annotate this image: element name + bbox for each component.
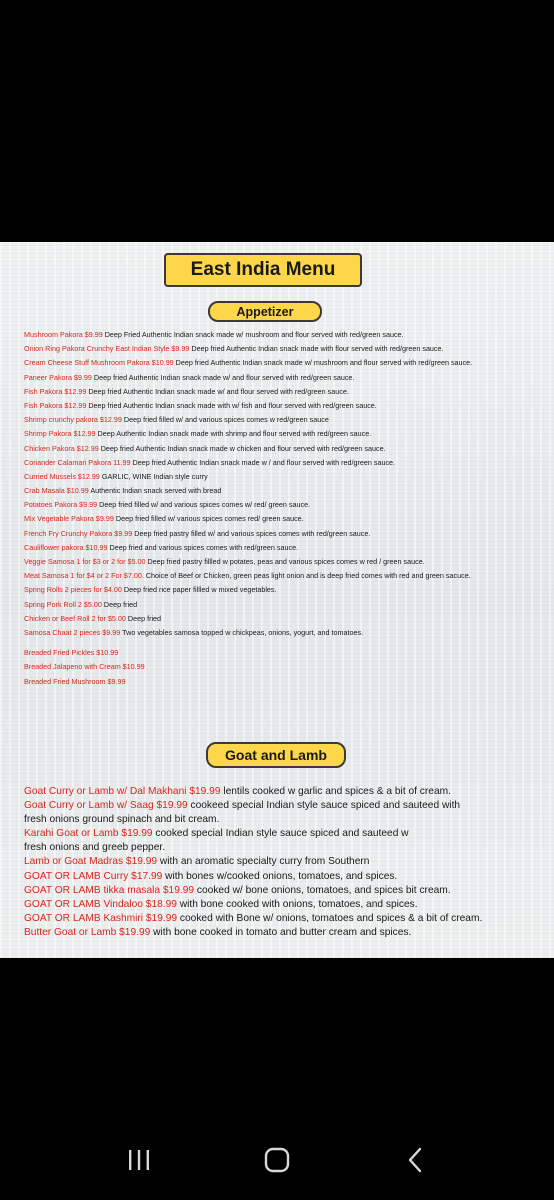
appetizer-item <box>24 427 549 441</box>
appetizer-item <box>24 583 549 597</box>
appetizer-item <box>24 555 549 569</box>
appetizer-item-desc: Deep fried <box>125 613 162 623</box>
appetizer-item-desc: Deep fried pastry filled w/ and various spices comes with red/green sauce. <box>132 528 371 538</box>
goat-list <box>24 785 549 940</box>
home-icon <box>263 1146 291 1174</box>
goat-item <box>24 884 549 898</box>
appetizer-item-name: Veggie Samosa 1 for $3 or 2 for $5.00 <box>24 557 146 566</box>
appetizer-item-name: Potatoes Pakora $9.99 <box>24 500 98 510</box>
goat-item <box>24 799 549 827</box>
appetizer-item-name: Mushroom Pakora $9.99 <box>24 330 103 339</box>
appetizer-item <box>24 484 549 498</box>
appetizer-item-desc: Deep fried Authentic Indian snack made w / and flour served with red/green sauce. <box>130 457 396 467</box>
goat-item <box>24 870 549 884</box>
appetizer-item-name: Crab Masala $10.99 <box>24 486 89 496</box>
appetizer-list <box>24 328 549 689</box>
goat-item-name: GOAT OR LAMB Kashmiri $19.99 <box>24 912 178 924</box>
appetizer-item-name: Fish Pakora $12.99 <box>24 400 87 410</box>
appetizer-item-desc: Deep Authentic Indian snack made with shrimp and flour served with red/green sauce. <box>95 429 372 439</box>
appetizer-item-name: Shrimp crunchy pakora $12.99 <box>24 415 122 425</box>
goat-heading-text: Goat and Lamb <box>225 747 327 763</box>
appetizer-item-desc: Deep fried filled w/ and various spices comes w red/green sauce <box>121 415 329 425</box>
goat-item-desc: with an aromatic specialty curry from Southern <box>157 856 370 868</box>
appetizer-item <box>24 342 549 356</box>
appetizer-item <box>24 598 549 612</box>
goat-item-name: GOAT OR LAMB Curry $17.99 <box>24 870 163 882</box>
appetizer-item-desc: Deep Fried Authentic Indian snack made w/ mushroom and flour served with red/green sauce. <box>102 330 404 339</box>
goat-item-name: GOAT OR LAMB tikka masala $19.99 <box>24 884 195 896</box>
home-button[interactable] <box>247 1130 307 1190</box>
appetizer-item-name: Breaded Jalapeno with Cream $10.99 <box>24 662 145 672</box>
appetizer-item-desc: Deep fried Authentic Indian snack made w/ and flour served with red/green sauce. <box>86 386 349 396</box>
appetizer-item-name: Cream Cheese Stuff Mushroom Pakora $10.99 <box>24 358 174 368</box>
goat-item <box>24 912 549 926</box>
goat-item <box>24 855 549 869</box>
goat-item-name: Lamb or Goat Madras $19.99 <box>24 856 158 868</box>
appetizer-item-desc: Deep fried Authentic Indian snack made with w/ fish and flour served with red/green sauce. <box>86 400 377 410</box>
goat-item <box>24 898 549 912</box>
appetizer-item-name: Paneer Pakora $9.99 <box>24 372 92 382</box>
goat-item-desc: with bone cooked in tomato and butter cream and spices. <box>150 926 412 938</box>
menu-title <box>164 253 362 287</box>
appetizer-item <box>24 612 549 626</box>
appetizer-item <box>24 385 549 399</box>
appetizer-item <box>24 371 549 385</box>
recent-apps-button[interactable] <box>109 1130 169 1190</box>
appetizer-item <box>24 413 549 427</box>
appetizer-item <box>24 646 549 660</box>
appetizer-heading <box>208 301 322 322</box>
goat-item-desc-cont: fresh onions ground spinach and bit cream. <box>24 814 220 826</box>
appetizer-item-desc: Deep fried and various spices comes with red/green sauce. <box>107 542 299 552</box>
appetizer-item-desc: Deep fried filled w/ and various spices comes w/ red/ green sauce. <box>97 500 311 510</box>
appetizer-item <box>24 470 549 484</box>
appetizer-item-name: Breaded Fried Pickles $10.99 <box>24 648 119 658</box>
appetizer-item-name: Shrimp Pakora $12.99 <box>24 429 96 439</box>
goat-item <box>24 827 549 855</box>
goat-item-desc: cooked special Indian style sauce spiced and sauteed w <box>152 828 409 840</box>
navigation-bar <box>0 1120 554 1200</box>
appetizer-item <box>24 626 549 640</box>
appetizer-item-name: Onion Ring Pakora Crunchy East Indian Style $9.99 <box>24 344 190 354</box>
appetizer-item-name: French Fry Crunchy Pakora $9.99 <box>24 528 133 538</box>
appetizer-item-name: Meat Samosa 1 for $4 or 2 For $7.00. <box>24 571 144 581</box>
goat-item-name: GOAT OR LAMB Vindaloo $18.99 <box>24 898 177 910</box>
appetizer-item-name: Spring Pork Roll 2 $5.00 <box>24 599 102 609</box>
appetizer-item <box>24 675 549 689</box>
appetizer-item-name: Coriander Calamari Pakora 11.99 <box>24 457 131 467</box>
goat-item-name: Butter Goat or Lamb $19.99 <box>24 926 151 938</box>
appetizer-item-name: Samosa Chaat 2 pieces $9.99 <box>24 627 121 637</box>
back-button[interactable] <box>385 1130 445 1190</box>
goat-item-desc: cooked w/ bone onions, tomatoes, and spices bit cream. <box>194 884 451 896</box>
goat-item-name: Goat Curry or Lamb w/ Saag $19.99 <box>24 800 188 812</box>
appetizer-item <box>24 527 549 541</box>
appetizer-item-desc: Authentic Indian snack served with bread <box>88 486 222 496</box>
goat-item-name: Goat Curry or Lamb w/ Dal Makhani $19.99 <box>24 786 221 797</box>
goat-item-desc: lentils cooked w garlic and spices & a bit of cream. <box>220 786 451 797</box>
appetizer-item-name: Chicken Pakora $12.99 <box>24 443 99 453</box>
appetizer-item-desc: Deep fried rice paper fillled w mixed vegetables. <box>121 585 277 595</box>
appetizer-item-desc: Deep fried filled w/ various spices comes red/ green sauce. <box>113 514 304 524</box>
appetizer-item-name: Cauliflower pakora $10.99 <box>24 542 108 552</box>
appetizer-item <box>24 569 549 583</box>
goat-item-desc: cooked with Bone w/ onions, tomatoes and spices & a bit of cream. <box>177 912 483 924</box>
appetizer-item <box>24 541 549 555</box>
appetizer-item <box>24 328 549 342</box>
goat-item-desc: cookeed special Indian style sauce spiced and sauteed with <box>187 800 461 812</box>
appetizer-item-name: Breaded Fried Mushroom $9.99 <box>24 676 126 686</box>
appetizer-item <box>24 399 549 413</box>
appetizer-item-name: Spring Rolls 2 pieces for $4.00 <box>24 585 122 595</box>
appetizer-item-desc: GARLIC, WINE Indian style curry <box>99 471 208 481</box>
appetizer-item-desc: Choice of Beef or Chicken, green peas light onion and is deep fried comes with red and green sacuce. <box>143 571 471 581</box>
goat-heading <box>206 742 346 768</box>
back-icon <box>405 1146 425 1174</box>
goat-item-desc: with bone cooked with onions, tomatoes, and spices. <box>176 898 418 910</box>
recent-apps-icon <box>126 1148 152 1172</box>
appetizer-item-desc: Deep fried Authentic Indian snack made w/ mushroom and flour served with red/green sauce. <box>173 358 473 368</box>
appetizer-item-desc: Deep fried Authentic Indian snack made w/ and flour served with red/green sauce. <box>91 372 355 382</box>
appetizer-item-desc: Two vegetables samosa topped w chickpeas, onions, yogurt, and tomatoes. <box>120 627 364 637</box>
menu-title-text: East India Menu <box>190 259 336 280</box>
appetizer-item <box>24 660 549 674</box>
appetizer-item-desc: Deep fried <box>101 599 138 609</box>
goat-item-name: Karahi Goat or Lamb $19.99 <box>24 828 153 840</box>
appetizer-item <box>24 498 549 512</box>
goat-item <box>24 926 549 940</box>
appetizer-heading-text: Appetizer <box>236 304 294 319</box>
appetizer-item <box>24 512 549 526</box>
appetizer-item <box>24 442 549 456</box>
appetizer-item <box>24 456 549 470</box>
menu-image <box>0 242 554 958</box>
appetizer-item <box>24 356 549 370</box>
appetizer-item-name: Mix Vegetable Pakora $9.99 <box>24 514 114 524</box>
goat-item-desc-cont: fresh onions and greeb pepper. <box>24 842 166 854</box>
appetizer-item-name: Curried Mussels $12.99 <box>24 471 100 481</box>
goat-item-desc: with bones w/cooked onions, tomatoes, and spices. <box>162 870 398 882</box>
appetizer-item-name: Fish Pakora $12.99 <box>24 386 87 396</box>
goat-item <box>24 785 549 799</box>
appetizer-item-desc: Deep fried Authentic Indian snack made with flour served with red/green sauce. <box>189 344 444 354</box>
appetizer-item-desc: Deep fried Authentic Indian snack made w chicken and flour served with red/green sauce. <box>98 443 386 453</box>
appetizer-item-desc: Deep fried pastry fillled w potates, peas and various spices comes w red / green sauce. <box>145 557 425 566</box>
appetizer-item-name: Chicken or Beef Roll 2 for $5.00 <box>24 613 126 623</box>
